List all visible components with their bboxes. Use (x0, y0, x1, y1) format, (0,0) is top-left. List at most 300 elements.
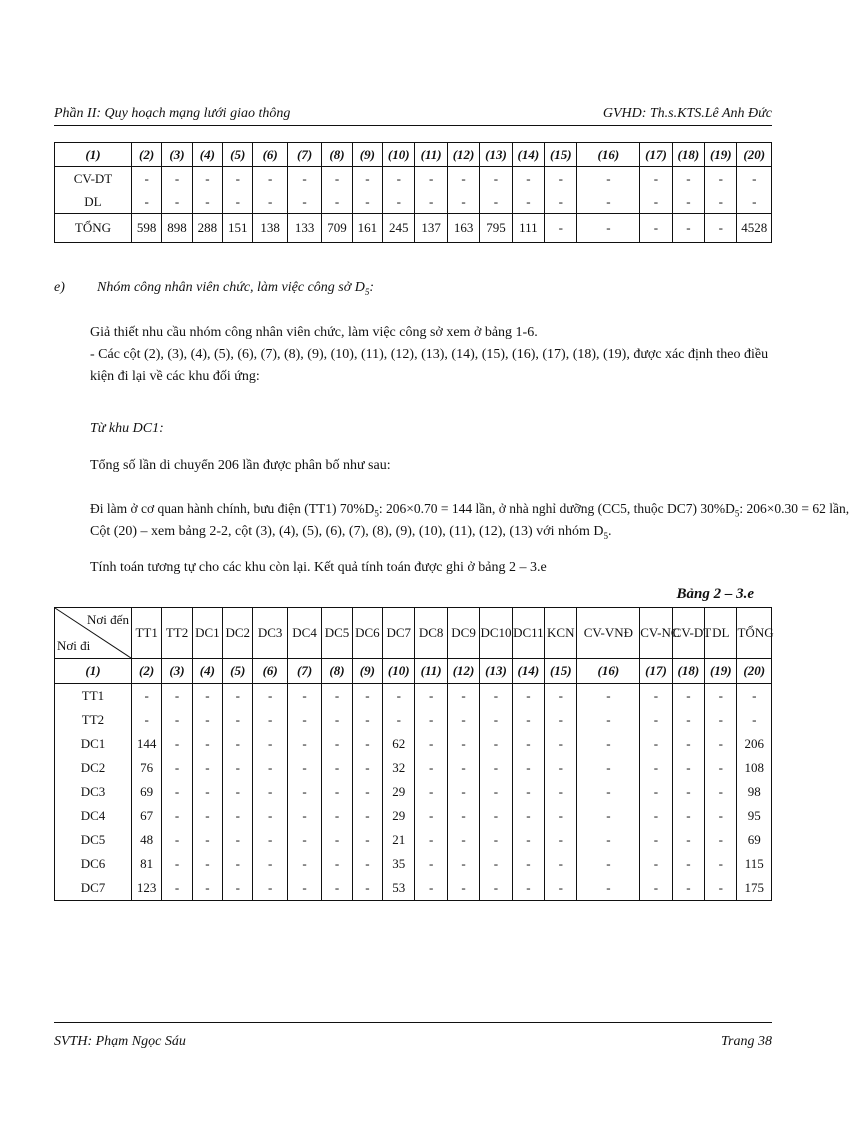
table-cell: - (737, 684, 772, 709)
table-cell: - (322, 780, 352, 804)
table-cell: - (672, 756, 704, 780)
table-cell: 53 (383, 876, 415, 901)
table-cell: - (322, 732, 352, 756)
table-cell: - (192, 780, 222, 804)
column-number-cell: (12) (447, 143, 479, 167)
table-cell: - (705, 852, 737, 876)
table-cell: - (512, 852, 544, 876)
column-header-cell: DC1 (192, 608, 222, 659)
table-cell: - (352, 828, 382, 852)
table-row (55, 684, 772, 709)
table-cell: - (672, 214, 704, 243)
table-cell: - (705, 684, 737, 709)
table-cell: - (352, 804, 382, 828)
column-number-cell: (3) (162, 143, 192, 167)
table-cell: - (322, 828, 352, 852)
column-number-cell: (16) (577, 143, 640, 167)
table-cell: - (287, 804, 321, 828)
table-cell: - (223, 167, 253, 191)
table-cell: - (223, 708, 253, 732)
table-cell: - (545, 190, 577, 214)
column-header-cell: TỔNG (737, 608, 772, 659)
header-left: Phần II: Quy hoạch mạng lưới giao thông (54, 106, 291, 121)
table-cell: - (192, 756, 222, 780)
table-cell: - (545, 708, 577, 732)
table-cell: - (192, 804, 222, 828)
table-cell: - (415, 804, 447, 828)
table-cell: - (705, 732, 737, 756)
column-number-cell: (6) (253, 659, 287, 684)
table-cell: - (287, 684, 321, 709)
column-number-cell: (8) (322, 659, 352, 684)
table-cell: - (577, 167, 640, 191)
table-cell: 151 (223, 214, 253, 243)
table-cell: - (287, 708, 321, 732)
table-cell: - (287, 876, 321, 901)
row-label-cell: DL (55, 190, 132, 214)
table-cell: 138 (253, 214, 287, 243)
table-cell: - (577, 852, 640, 876)
row-label-cell: DC1 (55, 732, 132, 756)
section-e-heading (54, 280, 374, 297)
table-cell: - (131, 684, 161, 709)
table-row (55, 828, 772, 852)
column-number-cell: (9) (352, 143, 382, 167)
table-cell: - (705, 167, 737, 191)
column-number-cell: (1) (55, 659, 132, 684)
footer-right: Trang 38 (721, 1034, 772, 1049)
table-cell: - (162, 876, 192, 901)
table-cell: - (705, 828, 737, 852)
column-number-cell: (4) (192, 659, 222, 684)
table-cell: - (705, 214, 737, 243)
row-label-cell: TT1 (55, 684, 132, 709)
table-cell: - (672, 732, 704, 756)
table-cell: - (640, 756, 672, 780)
table-row (55, 780, 772, 804)
table-row (55, 732, 772, 756)
column-number-cell: (3) (162, 659, 192, 684)
table-cell: - (480, 732, 512, 756)
table-cell: - (447, 876, 479, 901)
table-cell: - (480, 828, 512, 852)
column-header-cell: DC6 (352, 608, 382, 659)
table-cell: - (480, 190, 512, 214)
table-cell: 206 (737, 732, 772, 756)
table-cell: - (162, 780, 192, 804)
table-cell: - (705, 876, 737, 901)
table-cell: - (415, 708, 447, 732)
table-cell: 163 (447, 214, 479, 243)
column-number-cell: (1) (55, 143, 132, 167)
column-header-cell: KCN (545, 608, 577, 659)
table-cell: 161 (352, 214, 382, 243)
column-header-cell: DC8 (415, 608, 447, 659)
table-cell: - (192, 828, 222, 852)
table-cell: - (352, 732, 382, 756)
table-cell: - (287, 828, 321, 852)
table-cell: - (480, 876, 512, 901)
table-cell: - (672, 828, 704, 852)
table-cell: - (545, 756, 577, 780)
row-label-cell: DC4 (55, 804, 132, 828)
table-cell: - (545, 167, 577, 191)
table-cell: - (223, 852, 253, 876)
table-cell: - (512, 780, 544, 804)
column-header-cell: DC7 (383, 608, 415, 659)
table-cell: - (640, 214, 672, 243)
table-cell: - (640, 684, 672, 709)
table-cell: - (545, 828, 577, 852)
table-cell: - (640, 804, 672, 828)
table-cell: 95 (737, 804, 772, 828)
table-cell: - (192, 708, 222, 732)
table-cell: - (640, 876, 672, 901)
column-number-cell: (19) (705, 659, 737, 684)
table-cell: - (737, 167, 772, 191)
table-cell: - (223, 732, 253, 756)
header-right: GVHD: Th.s.KTS.Lê Anh Đức (602, 106, 772, 121)
table-cell: - (253, 684, 287, 709)
table-cell: - (223, 756, 253, 780)
table-cell: - (322, 708, 352, 732)
table-row (55, 756, 772, 780)
table-cell: - (447, 190, 479, 214)
table-cell: - (253, 876, 287, 901)
table-cell: - (672, 190, 704, 214)
column-number-cell: (20) (737, 659, 772, 684)
table-cell: - (162, 732, 192, 756)
column-number-cell: (14) (512, 659, 544, 684)
table-cell: - (415, 167, 447, 191)
table-cell: - (512, 876, 544, 901)
table-cell: - (447, 756, 479, 780)
table-cell: - (223, 804, 253, 828)
table-cell: - (447, 852, 479, 876)
table-cell: - (640, 732, 672, 756)
table-cell: - (545, 684, 577, 709)
table-cell: - (192, 167, 222, 191)
table-cell: 32 (383, 756, 415, 780)
table-cell: - (415, 828, 447, 852)
table-cell: - (162, 684, 192, 709)
table-cell: - (253, 828, 287, 852)
column-number-cell: (11) (415, 659, 447, 684)
table-cell: - (545, 780, 577, 804)
table-cell: 245 (383, 214, 415, 243)
column-number-cell: (15) (545, 143, 577, 167)
table-cell: - (640, 828, 672, 852)
table-cell: - (162, 167, 192, 191)
table-cell: - (512, 828, 544, 852)
table-cell: - (480, 756, 512, 780)
paragraph-similar: Tính toán tương tự cho các khu còn lại. Kết quả tính toán được ghi ở bảng 2 – 3.e (90, 560, 547, 575)
table-cell: 4528 (737, 214, 772, 243)
column-header-cell: DC4 (287, 608, 321, 659)
table-cell: - (640, 852, 672, 876)
page-footer (54, 1022, 772, 1052)
table-cell: - (253, 190, 287, 214)
table-cell: - (512, 732, 544, 756)
table-row (55, 876, 772, 901)
table-row (55, 708, 772, 732)
table-cell: - (253, 780, 287, 804)
table-cell: - (577, 804, 640, 828)
column-number-cell: (18) (672, 143, 704, 167)
column-number-cell: (17) (640, 659, 672, 684)
table-cell: - (447, 684, 479, 709)
table-cell: - (322, 684, 352, 709)
table-cell: - (577, 876, 640, 901)
table-cell: - (162, 828, 192, 852)
column-header-cell: TT2 (162, 608, 192, 659)
table-cell: - (705, 708, 737, 732)
table-cell: - (705, 780, 737, 804)
table-cell: - (545, 876, 577, 901)
table-cell: - (640, 780, 672, 804)
section-title: Nhóm công nhân viên chức, làm việc công sở $D_5$: (97, 280, 374, 297)
column-header-cell: DC5 (322, 608, 352, 659)
table-cell: - (672, 852, 704, 876)
table-cell: - (415, 876, 447, 901)
row-label-cell: DC6 (55, 852, 132, 876)
table-cell: - (640, 708, 672, 732)
table-cell: 898 (162, 214, 192, 243)
table-cell: - (545, 852, 577, 876)
table-cell: - (322, 756, 352, 780)
row-label-cell: CV-DT (55, 167, 132, 191)
paragraph-column20: Cột (20) – xem bảng 2-2, cột (3), (4), (5), (6), (7), (8), (9), (10), (11), (12), (13) với nhóm $D_5$. (90, 524, 612, 541)
table-cell: - (512, 684, 544, 709)
corner-from-label: Nơi đi (57, 638, 91, 653)
table-cell: - (415, 732, 447, 756)
table-row (55, 167, 772, 191)
table-cell: - (415, 190, 447, 214)
table-cell: - (672, 804, 704, 828)
paragraph-distribution: Đi làm ở cơ quan hành chính, bưu điện (TT1) $70\%D_5$: 206×0.70 = 144 lần, ở nhà nghỉ dưỡng (CC5, thuộc DC7) $30\%D_5$: 206×0.30 = 62 lần, (90, 501, 849, 519)
column-number-cell: (17) (640, 143, 672, 167)
table-cell: - (223, 780, 253, 804)
table-cell: - (287, 167, 321, 191)
table-cell: - (322, 876, 352, 901)
table-cell: - (672, 780, 704, 804)
table-cell: - (545, 732, 577, 756)
table-cell: - (287, 756, 321, 780)
column-number-cell: (2) (131, 143, 161, 167)
table-cell: - (480, 804, 512, 828)
table-cell: 69 (131, 780, 161, 804)
table-cell: - (352, 190, 382, 214)
paragraph-assumption: Giả thiết nhu cầu nhóm công nhân viên chức, làm việc công sở xem ở bảng 1-6. (90, 325, 538, 340)
table-cell: - (383, 708, 415, 732)
table-cell: - (253, 708, 287, 732)
table-cell: - (640, 190, 672, 214)
column-number-cell: (7) (287, 659, 321, 684)
table-cell: - (223, 876, 253, 901)
table-cell: - (131, 708, 161, 732)
row-label-cell: TỔNG (55, 214, 132, 243)
table-2-3e (54, 607, 772, 901)
table-cell: - (223, 828, 253, 852)
table-cell: - (480, 167, 512, 191)
table-cell: - (352, 852, 382, 876)
table-cell: - (131, 190, 161, 214)
table-caption: Bảng 2 – 3.e (676, 586, 754, 602)
column-number-cell: (18) (672, 659, 704, 684)
table-cell: - (577, 214, 640, 243)
table-cell: - (162, 756, 192, 780)
column-number-cell: (9) (352, 659, 382, 684)
table-cell: - (253, 804, 287, 828)
table-cell: 48 (131, 828, 161, 852)
table-cell: 144 (131, 732, 161, 756)
table-cell: 133 (287, 214, 321, 243)
table-cell: 598 (131, 214, 161, 243)
column-number-cell: (6) (253, 143, 287, 167)
from-zone-heading: Từ khu DC1: (90, 421, 164, 436)
table-cell: - (480, 852, 512, 876)
table-cell: 137 (415, 214, 447, 243)
table-row (55, 852, 772, 876)
table-cell: - (705, 804, 737, 828)
table-cell: - (672, 708, 704, 732)
table-cell: - (577, 190, 640, 214)
table-cell: - (480, 708, 512, 732)
column-header-cell: TT1 (131, 608, 161, 659)
table-cell: - (672, 167, 704, 191)
table-cell: - (192, 876, 222, 901)
column-number-cell: (4) (192, 143, 222, 167)
footer-left: SVTH: Phạm Ngọc Sáu (54, 1034, 186, 1049)
table-cell: - (383, 684, 415, 709)
table-cell: - (705, 190, 737, 214)
row-label-cell: DC5 (55, 828, 132, 852)
column-header-cell: DC11 (512, 608, 544, 659)
table-cell: 69 (737, 828, 772, 852)
table-cell: - (577, 732, 640, 756)
column-number-cell: (12) (447, 659, 479, 684)
table-cell: - (253, 732, 287, 756)
column-number-cell: (7) (287, 143, 321, 167)
table-cell: - (352, 780, 382, 804)
table-cell: 67 (131, 804, 161, 828)
footer-rule (54, 1022, 772, 1023)
table-cell: - (512, 167, 544, 191)
table-cell: 709 (322, 214, 352, 243)
paragraph-total-trips: Tổng số lần di chuyển 206 lần được phân bố như sau: (90, 458, 391, 473)
table-cell: - (352, 876, 382, 901)
column-header-cell: DC3 (253, 608, 287, 659)
column-number-cell: (16) (577, 659, 640, 684)
table-cell: - (672, 876, 704, 901)
table-cell: - (577, 828, 640, 852)
table-cell: - (383, 167, 415, 191)
table-cell: - (131, 167, 161, 191)
table-cell: 21 (383, 828, 415, 852)
column-number-cell: (10) (383, 659, 415, 684)
table-cell: - (192, 684, 222, 709)
table-cell: - (253, 167, 287, 191)
table-cell: - (253, 852, 287, 876)
table-cell: - (737, 708, 772, 732)
column-header-cell: CV-DT (672, 608, 704, 659)
column-number-row (55, 659, 772, 684)
column-header-cell: CV-NC (640, 608, 672, 659)
table-corner-cell (55, 608, 132, 659)
table-cell: - (447, 732, 479, 756)
table-cell: - (352, 167, 382, 191)
table-cell: - (447, 780, 479, 804)
table-cell: - (545, 214, 577, 243)
page-header (54, 104, 772, 126)
table-cell: - (447, 828, 479, 852)
table-cell: - (512, 756, 544, 780)
column-number-cell: (2) (131, 659, 161, 684)
table-cell: 111 (512, 214, 544, 243)
row-label-cell: DC7 (55, 876, 132, 901)
table-header-row (55, 608, 772, 659)
column-number-cell: (14) (512, 143, 544, 167)
table-previous-continued (54, 142, 772, 243)
table-cell: 175 (737, 876, 772, 901)
table-cell: - (480, 780, 512, 804)
table-cell: - (223, 684, 253, 709)
table-row (55, 214, 772, 243)
table-cell: 35 (383, 852, 415, 876)
table-cell: - (480, 684, 512, 709)
column-number-cell: (5) (223, 143, 253, 167)
table-cell: - (577, 756, 640, 780)
table-cell: - (192, 190, 222, 214)
column-header-cell: DL (705, 608, 737, 659)
column-header-cell: CV-VNĐ (577, 608, 640, 659)
row-label-cell: TT2 (55, 708, 132, 732)
column-number-cell: (13) (480, 659, 512, 684)
table-cell: - (577, 708, 640, 732)
column-number-cell: (20) (737, 143, 772, 167)
column-number-cell: (11) (415, 143, 447, 167)
column-number-cell: (8) (322, 143, 352, 167)
table-cell: - (352, 756, 382, 780)
table-cell: - (415, 852, 447, 876)
table-cell: - (322, 852, 352, 876)
row-label-cell: DC2 (55, 756, 132, 780)
column-number-cell: (10) (383, 143, 415, 167)
table-cell: - (447, 708, 479, 732)
table-cell: 76 (131, 756, 161, 780)
table-cell: - (383, 190, 415, 214)
table-cell: - (640, 167, 672, 191)
table-cell: - (672, 684, 704, 709)
table-cell: - (512, 190, 544, 214)
table-cell: - (352, 708, 382, 732)
corner-to-label: Nơi đến (87, 612, 129, 627)
table-cell: - (162, 804, 192, 828)
row-label-cell: DC3 (55, 780, 132, 804)
table-cell: 108 (737, 756, 772, 780)
table-cell: - (162, 708, 192, 732)
table-cell: 29 (383, 780, 415, 804)
table-cell: 98 (737, 780, 772, 804)
table-cell: - (512, 804, 544, 828)
table-cell: - (253, 756, 287, 780)
column-number-row (55, 143, 772, 167)
table-cell: - (577, 780, 640, 804)
table-row (55, 190, 772, 214)
table-cell: - (415, 756, 447, 780)
section-label: e) (54, 280, 65, 295)
table-cell: 81 (131, 852, 161, 876)
